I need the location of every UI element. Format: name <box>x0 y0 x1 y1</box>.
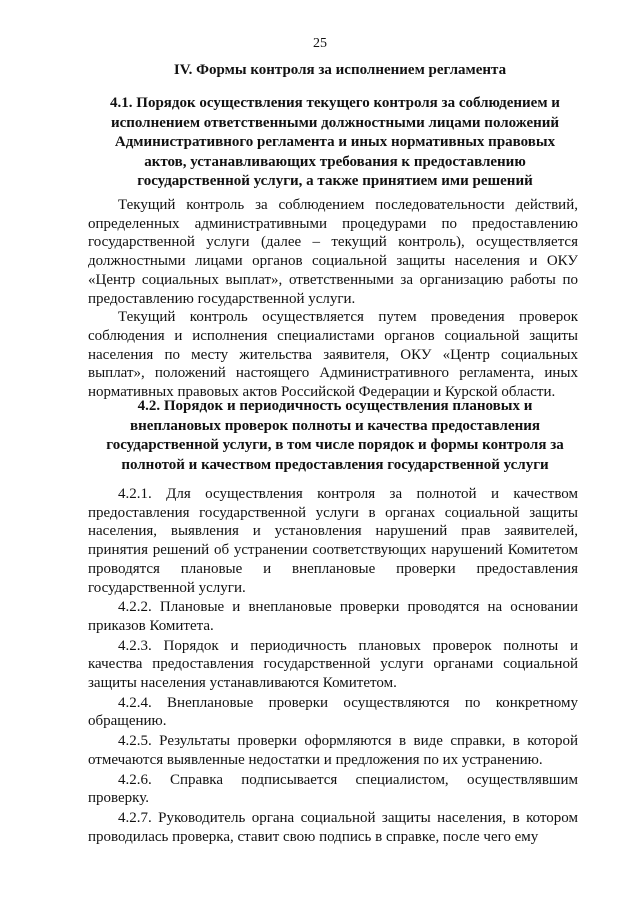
paragraph-4-2-4: 4.2.4. Внеплановые проверки осуществляются по конкретному обращению. <box>88 694 578 730</box>
paragraph-4-2-2: 4.2.2. Плановые и внеплановые проверки проводятся на основании приказов Комитета. <box>88 599 578 634</box>
paragraph: Текущий контроль осуществляется путем проведения проверок соблюдения и исполнения специалистами органов социальной защиты населения по месту жительства заявителя, ОКУ «Центр социальных выплат», положений настоящего Административного регламента, иных нормативных правовых актов Российской Федерации и Курской области. <box>88 309 578 401</box>
heading-4-2: 4.2. Порядок и периодичность осуществления плановых и внеплановых проверок полноты и качества предоставления государственной услуги, в том числе порядок и формы контроля за полнотой и качеством предоставления государственной услуги <box>106 398 564 473</box>
paragraph: Текущий контроль за соблюдением последовательности действий, определенных административными процедурами по предоставлению государственной услуги (далее – текущий контроль), осуществляется должностными лицами органов социальной защиты населения и ОКУ «Центр социальных выплат», ответственными за организацию работы по предоставлению государственной услуги. <box>88 197 578 307</box>
paragraph-4-2-3: 4.2.3. Порядок и периодичность плановых проверок полноты и качества предоставления государственной услуги органами социальной защиты населения устанавливаются Комитетом. <box>88 637 578 692</box>
heading-4-1: 4.1. Порядок осуществления текущего контроля за соблюдением и исполнением ответственными должностными лицами положений Административного регламента и иных нормативных правовых актов, устанавливающих требования к предоставлению государственной услуги, а также принятием ими решений <box>110 95 560 190</box>
section-4-1-body <box>88 196 578 402</box>
section-title: IV. Формы контроля за исполнением регламента <box>173 62 507 78</box>
page-number: 25 <box>313 36 327 51</box>
paragraph-4-2-6: 4.2.6. Справка подписывается специалистом, осуществлявшим проверку. <box>88 771 578 807</box>
paragraph-4-2-5: 4.2.5. Результаты проверки оформляются в виде справки, в которой отмечаются выявленные недостатки и предложения по их устранению. <box>88 733 578 768</box>
paragraph-4-2-1: 4.2.1. Для осуществления контроля за полнотой и качеством предоставления государственной услуги в органах социальной защиты населения, выявления и установления нарушений прав заявителей, принятия решений об устранении соответствующих нарушений Комитетом проводятся плановые и внеплановые проверки предоставления государственной услуги. <box>88 486 578 596</box>
section-4-2-body <box>88 485 578 847</box>
paragraph-4-2-7: 4.2.7. Руководитель органа социальной защиты населения, в котором проводилась проверка, ставит свою подпись в справке, после чего ему <box>88 809 578 845</box>
